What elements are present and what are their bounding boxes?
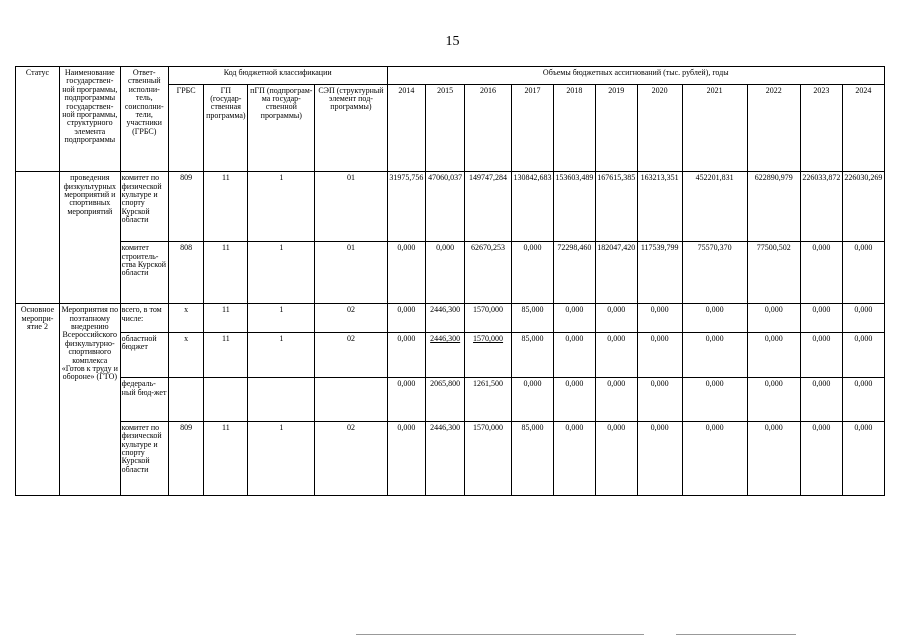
value-cell: 85,000 bbox=[512, 304, 554, 333]
table-row bbox=[16, 421, 885, 495]
value-cell: 226030,269 bbox=[842, 172, 884, 242]
value-cell: 0,000 bbox=[682, 333, 747, 378]
sep-cell: 02 bbox=[315, 304, 387, 333]
value-cell: 1570,000 bbox=[465, 333, 512, 378]
value-cell: 0,000 bbox=[595, 378, 637, 421]
header-year-2015: 2015 bbox=[426, 84, 465, 172]
table-row bbox=[16, 378, 885, 421]
header-row-1 bbox=[16, 67, 885, 85]
value-cell: 0,000 bbox=[842, 304, 884, 333]
pgp-cell: 1 bbox=[248, 304, 315, 333]
value-cell: 1570,000 bbox=[465, 421, 512, 495]
header-year-2016: 2016 bbox=[465, 84, 512, 172]
grbs-cell: 809 bbox=[168, 172, 204, 242]
value-cell: 2446,300 bbox=[426, 333, 465, 378]
header-year-2023: 2023 bbox=[800, 84, 842, 172]
pgp-cell: 1 bbox=[248, 242, 315, 304]
header-allocations: Объемы бюджетных ассигнований (тыс. рублей), годы bbox=[387, 67, 884, 85]
value-cell: 0,000 bbox=[595, 333, 637, 378]
status-cell: Основное меропри-ятие 2 bbox=[16, 304, 60, 496]
value-cell: 2065,800 bbox=[426, 378, 465, 421]
header-name: Наименование государствен-ной программы, подпрограммы государствен-ной программы, структурного элемента подпрограммы bbox=[59, 67, 120, 172]
sep-cell: 02 bbox=[315, 421, 387, 495]
value-cell: 0,000 bbox=[800, 421, 842, 495]
value-cell: 0,000 bbox=[637, 378, 682, 421]
value-cell: 149747,284 bbox=[465, 172, 512, 242]
value-cell: 0,000 bbox=[800, 378, 842, 421]
header-year-2018: 2018 bbox=[553, 84, 595, 172]
table-row bbox=[16, 304, 885, 333]
value-cell: 0,000 bbox=[387, 378, 426, 421]
value-cell: 167615,385 bbox=[595, 172, 637, 242]
pgp-cell bbox=[248, 378, 315, 421]
value-cell: 0,000 bbox=[387, 242, 426, 304]
page-number: 15 bbox=[445, 34, 460, 49]
value-cell: 0,000 bbox=[842, 242, 884, 304]
value-cell: 2446,300 bbox=[426, 421, 465, 495]
item-name: проведения физкультурных мероприятий и спортивных мероприятий bbox=[59, 172, 120, 304]
value-cell: 47060,037 bbox=[426, 172, 465, 242]
header-grbs: ГРБС bbox=[168, 84, 204, 172]
value-cell: 0,000 bbox=[747, 421, 800, 495]
responsible-cell: комитет по физической культуре и спорту Курской области bbox=[120, 172, 168, 242]
value-cell: 85,000 bbox=[512, 333, 554, 378]
value-cell: 0,000 bbox=[553, 421, 595, 495]
responsible-cell: федераль-ный бюд-жет bbox=[120, 378, 168, 421]
responsible-cell: комитет по физической культуре и спорту Курской области bbox=[120, 421, 168, 495]
header-year-2022: 2022 bbox=[747, 84, 800, 172]
value-cell: 0,000 bbox=[595, 421, 637, 495]
footer-rule bbox=[356, 634, 644, 635]
table-row bbox=[16, 242, 885, 304]
value-cell: 117539,799 bbox=[637, 242, 682, 304]
header-year-2021: 2021 bbox=[682, 84, 747, 172]
value-cell: 0,000 bbox=[637, 304, 682, 333]
grbs-cell: x bbox=[168, 304, 204, 333]
value-cell: 0,000 bbox=[426, 242, 465, 304]
value-cell: 72298,460 bbox=[553, 242, 595, 304]
responsible-cell: всего, в том числе: bbox=[120, 304, 168, 333]
value-cell: 0,000 bbox=[553, 333, 595, 378]
value-cell: 0,000 bbox=[800, 304, 842, 333]
value-cell: 0,000 bbox=[682, 304, 747, 333]
value-cell: 0,000 bbox=[800, 242, 842, 304]
value-cell: 0,000 bbox=[800, 333, 842, 378]
table-row bbox=[16, 333, 885, 378]
value-cell: 163213,351 bbox=[637, 172, 682, 242]
gp-cell: 11 bbox=[204, 242, 248, 304]
item-name: Мероприятия по поэтапному внедрению Всероссийского физкультурно-спортивного комплекса «Готов к труду и обороне» (ГТО) bbox=[59, 304, 120, 496]
sep-cell: 02 bbox=[315, 333, 387, 378]
gp-cell: 11 bbox=[204, 421, 248, 495]
value-cell: 0,000 bbox=[637, 421, 682, 495]
value-cell: 226033,872 bbox=[800, 172, 842, 242]
sep-cell: 01 bbox=[315, 172, 387, 242]
grbs-cell: x bbox=[168, 333, 204, 378]
value-cell: 0,000 bbox=[387, 304, 426, 333]
gp-cell bbox=[204, 378, 248, 421]
header-pgp: пГП (подпрограм-ма государ-ственной программы) bbox=[248, 84, 315, 172]
value-cell: 0,000 bbox=[842, 333, 884, 378]
value-cell: 153603,489 bbox=[553, 172, 595, 242]
header-year-2017: 2017 bbox=[512, 84, 554, 172]
table-row bbox=[16, 172, 885, 242]
responsible-cell: комитет строитель-ства Курской области bbox=[120, 242, 168, 304]
value-cell: 0,000 bbox=[747, 304, 800, 333]
value-cell: 85,000 bbox=[512, 421, 554, 495]
value-cell: 0,000 bbox=[387, 421, 426, 495]
value-cell: 75570,370 bbox=[682, 242, 747, 304]
header-year-2014: 2014 bbox=[387, 84, 426, 172]
status-cell bbox=[16, 172, 60, 304]
value-cell: 182047,420 bbox=[595, 242, 637, 304]
value-cell: 0,000 bbox=[553, 304, 595, 333]
value-cell: 452201,831 bbox=[682, 172, 747, 242]
header-year-2024: 2024 bbox=[842, 84, 884, 172]
gp-cell: 11 bbox=[204, 333, 248, 378]
sep-cell: 01 bbox=[315, 242, 387, 304]
pgp-cell: 1 bbox=[248, 172, 315, 242]
header-gp: ГП (государ-ственная программа) bbox=[204, 84, 248, 172]
value-cell: 0,000 bbox=[387, 333, 426, 378]
header-status: Статус bbox=[16, 67, 60, 172]
value-cell: 622890,979 bbox=[747, 172, 800, 242]
value-cell: 1261,500 bbox=[465, 378, 512, 421]
value-cell: 77500,502 bbox=[747, 242, 800, 304]
value-cell: 0,000 bbox=[747, 378, 800, 421]
value-cell: 0,000 bbox=[595, 304, 637, 333]
header-budget-code: Код бюджетной классификации bbox=[168, 67, 387, 85]
footer-rule bbox=[676, 634, 796, 635]
responsible-cell: областной бюджет bbox=[120, 333, 168, 378]
value-cell: 62670,253 bbox=[465, 242, 512, 304]
value-cell: 0,000 bbox=[637, 333, 682, 378]
grbs-cell bbox=[168, 378, 204, 421]
value-cell: 2446,300 bbox=[426, 304, 465, 333]
value-cell: 0,000 bbox=[682, 421, 747, 495]
value-cell: 130842,683 bbox=[512, 172, 554, 242]
budget-allocation-table bbox=[15, 66, 885, 496]
header-sep: СЭП (структурный элемент под-программы) bbox=[315, 84, 387, 172]
value-cell: 0,000 bbox=[512, 242, 554, 304]
value-cell: 0,000 bbox=[682, 378, 747, 421]
header-year-2019: 2019 bbox=[595, 84, 637, 172]
value-cell: 0,000 bbox=[747, 333, 800, 378]
value-cell: 1570,000 bbox=[465, 304, 512, 333]
pgp-cell: 1 bbox=[248, 421, 315, 495]
value-cell: 0,000 bbox=[512, 378, 554, 421]
grbs-cell: 808 bbox=[168, 242, 204, 304]
value-cell: 0,000 bbox=[553, 378, 595, 421]
value-cell: 0,000 bbox=[842, 378, 884, 421]
header-year-2020: 2020 bbox=[637, 84, 682, 172]
grbs-cell: 809 bbox=[168, 421, 204, 495]
value-cell: 31975,756 bbox=[387, 172, 426, 242]
gp-cell: 11 bbox=[204, 172, 248, 242]
gp-cell: 11 bbox=[204, 304, 248, 333]
sep-cell bbox=[315, 378, 387, 421]
header-responsible: Ответ-ственный исполни-тель, соисполни-тели, участники (ГРБС) bbox=[120, 67, 168, 172]
pgp-cell: 1 bbox=[248, 333, 315, 378]
value-cell: 0,000 bbox=[842, 421, 884, 495]
